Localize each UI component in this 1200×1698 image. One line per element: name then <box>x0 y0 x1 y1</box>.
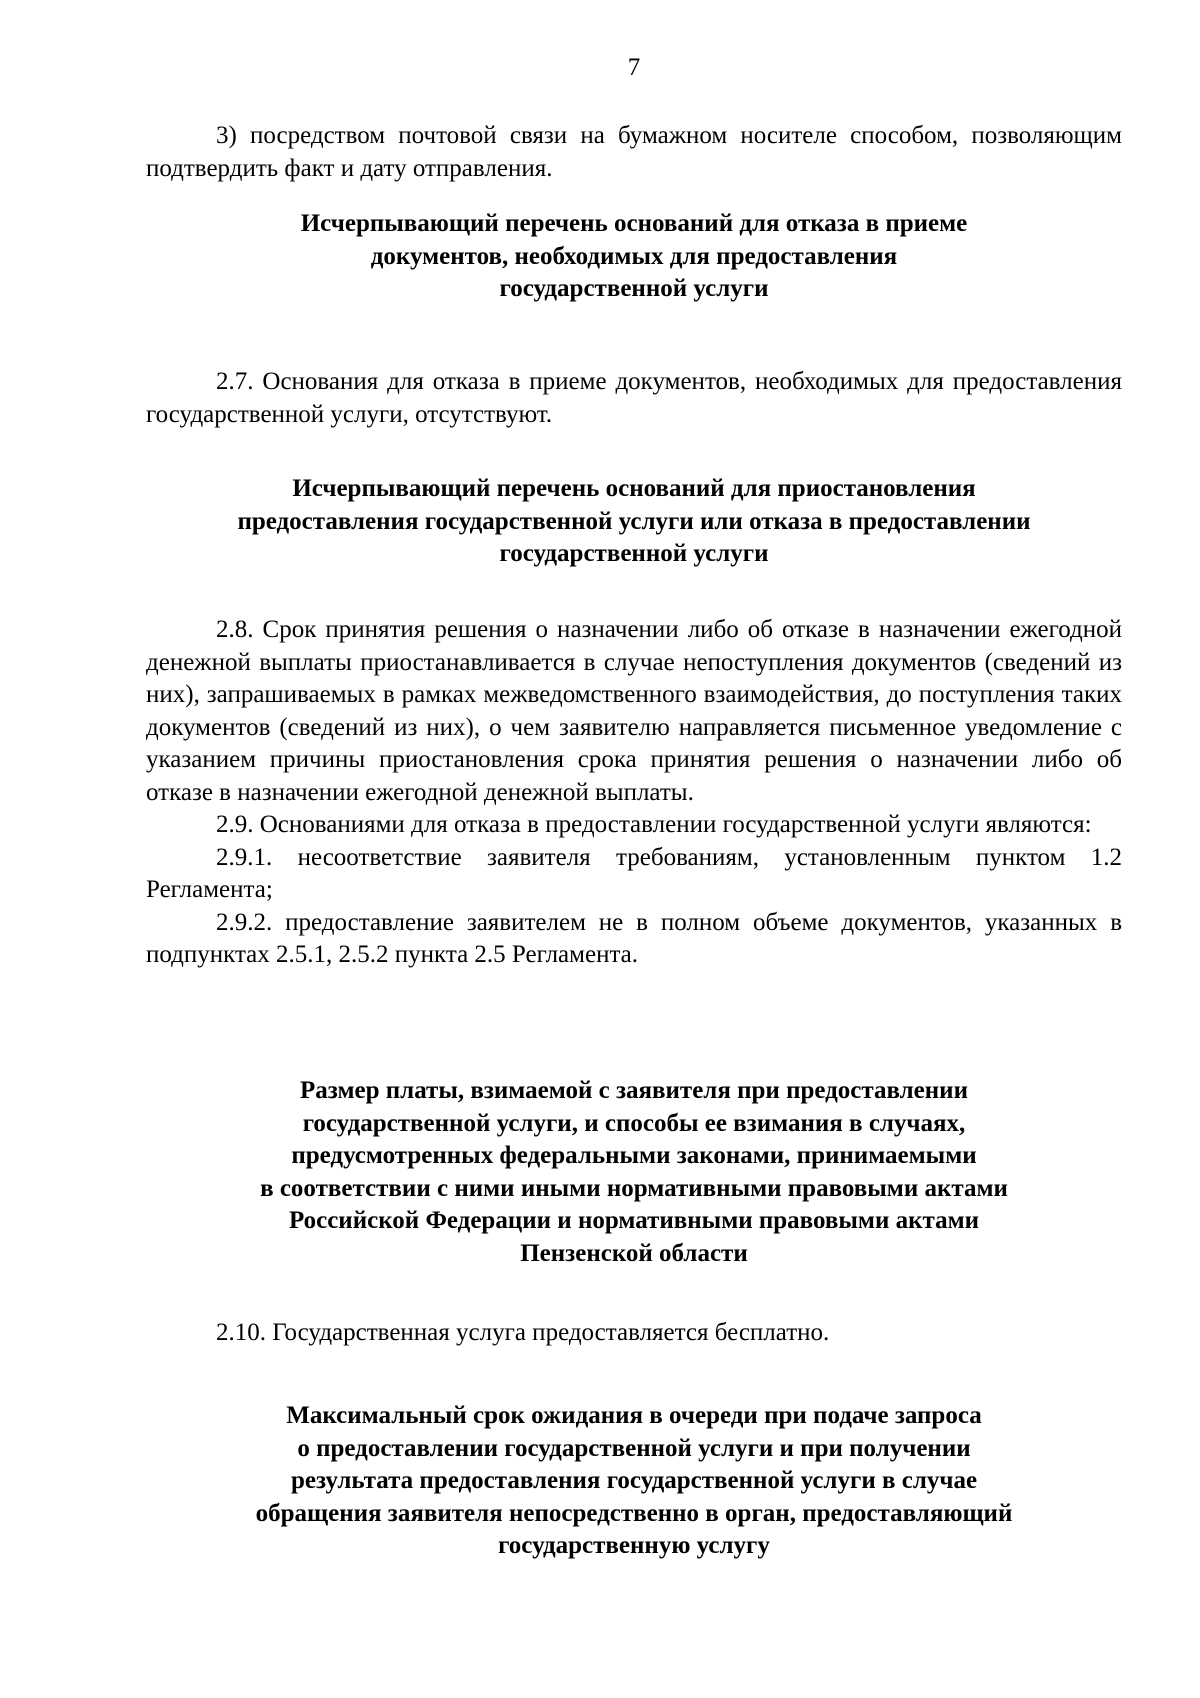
section-heading-waiting-time <box>146 1400 1122 1563</box>
document-page <box>146 0 1122 1698</box>
heading-line: результата предоставления государственной услуги в случае <box>290 1467 978 1494</box>
paragraph-text: 2.7. Основания для отказа в приеме документов, необходимых для предоставления государственной услуги, отсутствуют. <box>146 368 1122 428</box>
heading-line: предоставления государственной услуги или отказа в предоставлении <box>237 507 1031 535</box>
heading-line: Исчерпывающий перечень оснований для приостановления <box>292 475 976 502</box>
paragraph-postal <box>146 120 1122 185</box>
section-heading-suspension <box>146 473 1122 571</box>
heading-line: государственной услуги <box>499 275 769 302</box>
heading-line: государственной услуги, и способы ее взимания в случаях, <box>302 1109 966 1137</box>
heading-line: Размер платы, взимаемой с заявителя при предоставлении <box>300 1077 968 1104</box>
paragraph-2-9: 2.9. Основаниями для отказа в предоставлении государственной услуги являются: <box>216 811 1092 838</box>
paragraph-2-8: 2.8. Срок принятия решения о назначении либо об отказе в назначении ежегодной денежной выплаты приостанавливается в случае непоступления документов (сведений из них), запрашиваемых в рамках межведомственного взаимодействия, до поступления таких документов (сведений из них), о чем заявителю направляется письменное уведомление с указанием причины приостановления срока принятия решения о назначении либо об отказе в назначении ежегодной денежной выплаты. <box>146 616 1122 806</box>
section-heading <box>146 1400 1122 1563</box>
section-heading <box>146 1075 1122 1270</box>
section-heading-fee <box>146 1075 1122 1270</box>
heading-line: в соответствии с ними иными нормативными правовыми актами <box>260 1174 1008 1202</box>
paragraph-2-9-2: 2.9.2. предоставление заявителем не в полном объеме документов, указанных в подпунктах 2.5.1, 2.5.2 пункта 2.5 Регламента. <box>146 908 1122 968</box>
heading-line: предусмотренных федеральными законами, принимаемыми <box>291 1142 977 1169</box>
paragraph-2-7 <box>146 366 1122 431</box>
heading-line: государственной услуги <box>499 540 769 567</box>
heading-line: Максимальный срок ожидания в очереди при подаче запроса <box>286 1402 982 1429</box>
section-heading <box>146 473 1122 571</box>
heading-line: документов, необходимых для предоставления <box>370 242 898 270</box>
paragraphs-2-8-to-2-9-2 <box>146 614 1122 972</box>
heading-line: Пензенской области <box>520 1239 748 1267</box>
section-heading-refusal-acceptance <box>146 208 1122 306</box>
heading-line: обращения заявителя непосредственно в орган, предоставляющий <box>255 1499 1013 1527</box>
heading-line: Российской Федерации и нормативными правовыми актами <box>288 1207 980 1234</box>
paragraph-2-9-1: 2.9.1. несоответствие заявителя требованиям, установленным пунктом 1.2 Регламента; <box>146 843 1122 903</box>
section-heading <box>146 208 1122 306</box>
paragraph-text: 3) посредством почтовой связи на бумажном носителе способом, позволяющим подтвердить факт и дату отправления. <box>146 122 1122 182</box>
heading-line: Исчерпывающий перечень оснований для отказа в приеме <box>300 210 968 237</box>
paragraph-2-10 <box>146 1317 1122 1350</box>
paragraph-text: 2.10. Государственная услуга предоставляется бесплатно. <box>216 1319 830 1346</box>
heading-line: государственную услугу <box>498 1532 770 1559</box>
page-number: 7 <box>627 54 641 81</box>
heading-line: о предоставлении государственной услуги и при получении <box>297 1434 971 1462</box>
